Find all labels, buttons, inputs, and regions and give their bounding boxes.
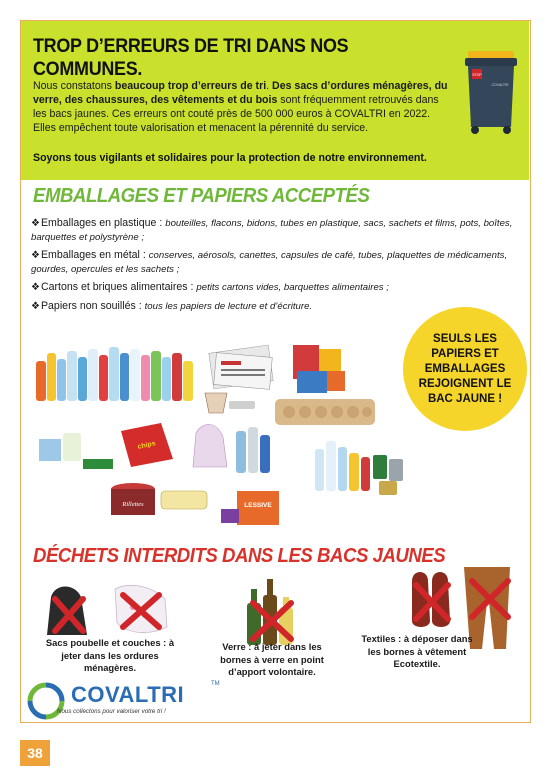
banner-text-rest: sont fréquemment retrouvés dans les bacs jaunes. Ces erreurs ont couté près de 500 000 euros à COVALTRI en 2022. Elles empêchent toute valorisation et menacent la pérennité du service. [33,94,439,134]
textile-caption: Textiles : à déposer dans les bornes à vêtement Ecotextile. [361,633,473,669]
accepted-title: EMBALLAGES ET PAPIERS ACCEPTÉS [33,185,370,207]
covaltri-logo [25,680,245,720]
chips-label: chips [137,440,157,451]
list-item-plastic [31,217,526,244]
bin-sticker: STOP [472,73,482,77]
badge-text: SEULS LES PAPIERS ET EMBALLAGES REJOIGNENT LE BAC JAUNE ! [418,332,512,405]
metal-cans-icon [373,455,403,495]
banner-paragraph [33,79,451,135]
bullet-icon: ❖ [31,218,40,229]
item-category: Papiers non souillés : [40,299,145,312]
bullet-icon: ❖ [31,300,40,312]
banner-text-bold-items: Des sacs d’ordures ménagères, du verre, des chaussures, des vêtements et du bois [33,80,448,106]
item-examples: conserves, aérosols, canettes, capsules de café, tubes, plaquettes de médicaments, gourdes, opercules et les sachets ; [31,250,508,275]
bin-label: COVALTRI [491,83,509,87]
item-examples: tous les papiers de lecture et d’écriture. [144,300,313,312]
list-item-cartons [31,281,526,295]
chips-bag-icon [121,423,173,467]
logo-tagline: Nous collectons pour valoriser votre tri ! [57,708,166,715]
banner-callout: Soyons tous vigilants et solidaires pour la protection de notre environnement. [33,152,427,164]
list-item-metal [31,249,526,276]
logo-tm: TM [211,681,220,687]
glass-bottles-icon [243,569,303,649]
banner-text-sep: . [266,80,273,92]
banner-title: TROP D’ERREURS DE TRI DANS NOS COMMUNES. [33,35,349,80]
yogurt-cup-icon [205,393,255,413]
item-category: Cartons et briques alimentaires : [40,281,197,294]
item-examples: bouteilles, flacons, bidons, tubes en plastique, sacs, sachets et films, pots, boîtes, barquettes et polystyrène ; [31,218,513,243]
newspapers-icon [209,345,273,389]
glass-caption: Verre : à jeter dans les bornes à verre en point d’apport volontaire. [220,641,324,677]
bags-caption: Sacs poubelle et couches : à jeter dans les ordures ménagères. [45,637,175,673]
logo-wordmark: COVALTRI [71,682,185,707]
item-examples: petits cartons vides, barquettes alimentaires ; [196,282,389,294]
rillettes-jar-icon [111,483,155,515]
food-tray-icon [161,491,207,509]
food-cartons-icon [293,345,345,393]
trash-bags-diapers-icon [41,577,181,641]
item-category: Emballages en plastique : [40,217,166,229]
yellow-bin-badge [403,307,527,431]
yellow-bin-icon [462,51,520,135]
bullet-icon: ❖ [31,250,40,262]
plastic-bottles-icon [36,347,193,401]
accepted-list [31,217,526,319]
clear-bottles-icon [315,441,370,491]
page-number: 38 [20,740,50,766]
banner-text-bold-errors: beaucoup trop d’erreurs de tri [114,80,267,92]
detergent-bottles-icon [39,433,113,469]
page-frame [20,20,531,723]
plastic-bag-icon [193,424,227,467]
warning-banner [21,21,529,180]
banner-text-intro: Nous constatons [33,80,115,92]
forbidden-title: DÉCHETS INTERDITS DANS LES BACS JAUNES [33,545,446,567]
item-category: Emballages en métal : [40,249,149,262]
aerosol-cans-icon [236,427,270,473]
egg-carton-icon [275,399,375,425]
detergent-box-icon [221,491,279,525]
rillettes-label: Rillettes [122,501,144,508]
lessive-label: LESSIVE [244,502,272,509]
accepted-products-illustration [31,341,409,536]
bullet-icon: ❖ [31,282,40,294]
